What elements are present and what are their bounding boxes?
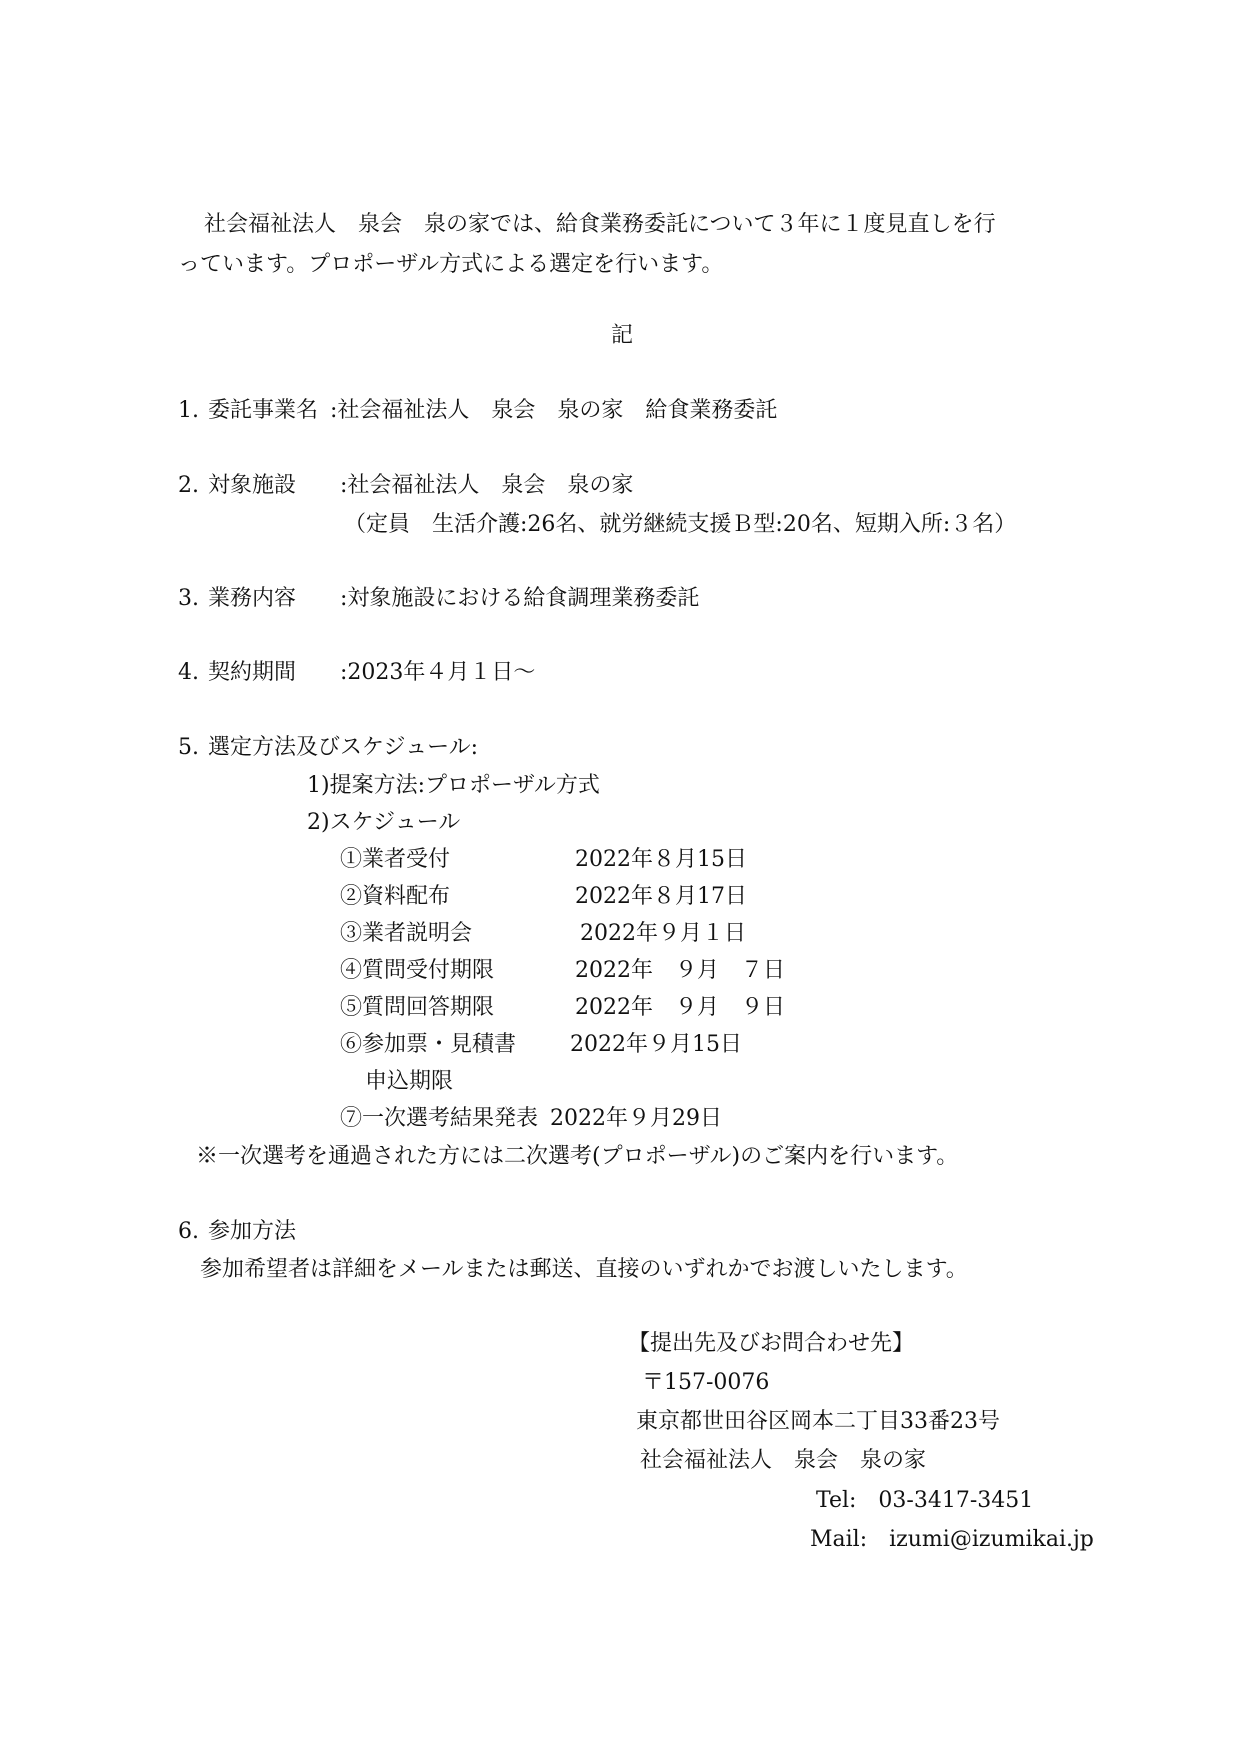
item-3-number: 3. (178, 586, 199, 611)
item-1-number: 1. (178, 398, 199, 423)
intro-line-2: っています。プロポーザル方式による選定を行います。 (178, 252, 724, 277)
item-6-number: 6. (178, 1219, 199, 1244)
contact-address: 東京都世田谷区岡本二丁目33番23号 (636, 1409, 1000, 1434)
item-5-label: 選定方法及びスケジュール: (208, 735, 479, 760)
schedule-item-name: ⑤質問回答期限 (340, 995, 495, 1020)
schedule-item-date: 2022年９月15日 (570, 1032, 742, 1057)
item-1-label: 委託事業名 (208, 398, 319, 423)
heading-ki: 記 (611, 323, 634, 348)
schedule-item-date: 2022年 ９月 ７日 (575, 958, 785, 983)
intro-line-1: 社会福祉法人 泉会 泉の家では、給食業務委託について３年に１度見直しを行 (204, 212, 996, 237)
item-1-value: :社会福祉法人 泉会 泉の家 給食業務委託 (330, 398, 778, 423)
item-2-capacity-note: （定員 生活介護:26名、就労継続支援Ｂ型:20名、短期入所:３名） (344, 512, 1017, 537)
schedule-item-date: 2022年 ９月 ９日 (575, 995, 785, 1020)
schedule-item-name: ⑥参加票・見積書 (340, 1032, 517, 1057)
item-3-value: :対象施設における給食調理業務委託 (340, 586, 700, 611)
contact-mail: Mail: izumi@izumikai.jp (810, 1527, 1094, 1552)
schedule-item-name: ⑦一次選考結果発表 (340, 1106, 539, 1131)
item-4-value: :2023年４月１日～ (340, 660, 536, 685)
schedule-item-name-cont: 申込期限 (365, 1069, 454, 1094)
schedule-item-date: 2022年８月17日 (575, 884, 747, 909)
item-5-proposal-method: 1)提案方法:プロポーザル方式 (307, 773, 600, 798)
schedule-item-name: ②資料配布 (340, 884, 451, 909)
schedule-item-date: 2022年９月29日 (550, 1106, 722, 1131)
schedule-item-name: ④質問受付期限 (340, 958, 495, 983)
contact-organization: 社会福祉法人 泉会 泉の家 (640, 1448, 927, 1473)
item-4-number: 4. (178, 660, 199, 685)
schedule-item-name: ①業者受付 (340, 847, 451, 872)
item-2-label: 対象施設 (208, 473, 297, 498)
schedule-item-name: ③業者説明会 (340, 921, 473, 946)
item-2-value: :社会福祉法人 泉会 泉の家 (340, 473, 634, 498)
contact-title: 【提出先及びお問合わせ先】 (628, 1331, 915, 1356)
item-6-label: 参加方法 (208, 1219, 297, 1244)
selection-note: ※一次選考を通過された方には二次選考(プロポーザル)のご案内を行います。 (196, 1144, 959, 1169)
item-2-number: 2. (178, 473, 199, 498)
item-4-label: 契約期間 (208, 660, 297, 685)
contact-postal-code: 〒157-0076 (642, 1370, 770, 1395)
schedule-item-date: 2022年９月１日 (580, 921, 746, 946)
item-5-number: 5. (178, 735, 199, 760)
contact-tel: Tel: 03-3417-3451 (816, 1488, 1034, 1513)
schedule-item-date: 2022年８月15日 (575, 847, 747, 872)
item-6-text: 参加希望者は詳細をメールまたは郵送、直接のいずれかでお渡しいたします。 (200, 1257, 968, 1282)
item-3-label: 業務内容 (208, 586, 297, 611)
item-5-schedule-heading: 2)スケジュール (307, 810, 461, 835)
